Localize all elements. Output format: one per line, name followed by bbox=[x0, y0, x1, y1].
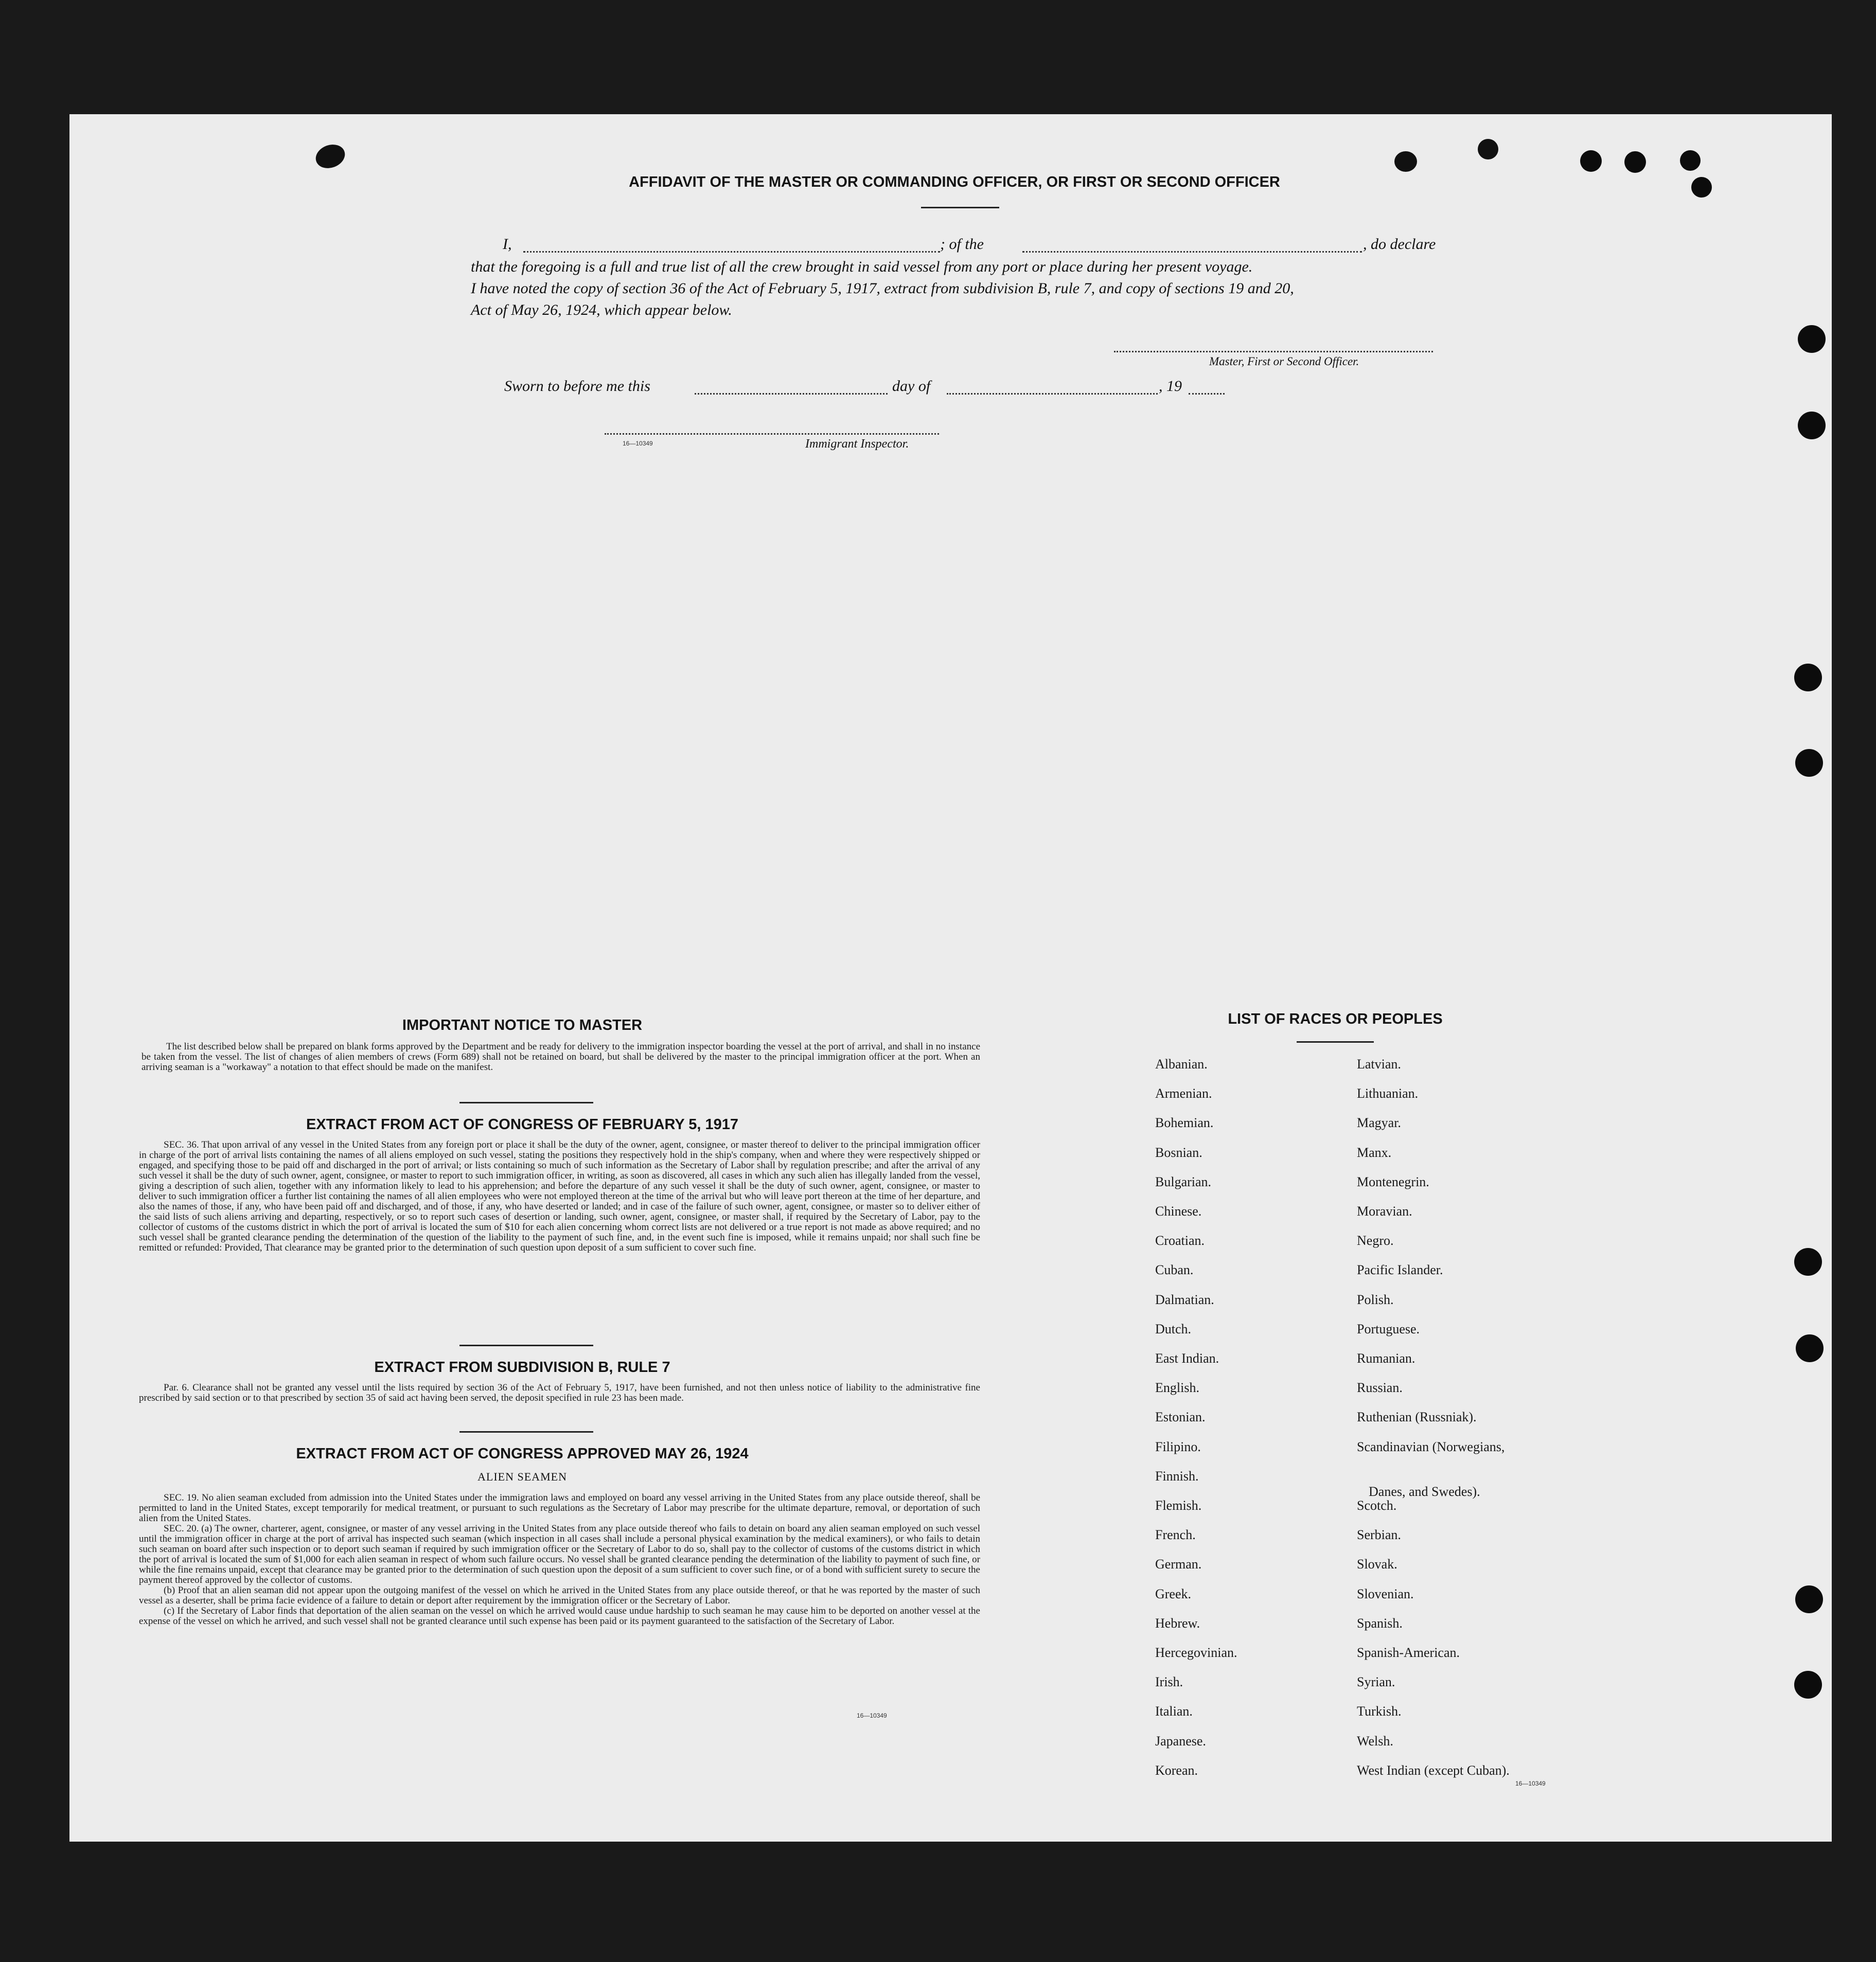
race-item: Manx. bbox=[1357, 1145, 1392, 1160]
affidavit-title: AFFIDAVIT OF THE MASTER OR COMMANDING OFFICER, OR FIRST OR SECOND OFFICER bbox=[629, 174, 1280, 190]
punch-hole bbox=[1794, 1248, 1822, 1276]
sworn-line bbox=[504, 378, 1297, 398]
race-item: Finnish. bbox=[1155, 1468, 1199, 1484]
race-item: Hercegovinian. bbox=[1155, 1645, 1237, 1660]
section-divider bbox=[459, 1345, 593, 1346]
punch-hole bbox=[1580, 150, 1602, 172]
race-item: Croatian. bbox=[1155, 1233, 1205, 1248]
sworn-year-field[interactable] bbox=[1189, 393, 1225, 395]
race-item: Montenegrin. bbox=[1357, 1174, 1429, 1189]
race-item: Korean. bbox=[1155, 1762, 1198, 1778]
affidavit-line-1 bbox=[503, 236, 1527, 256]
race-item: Syrian. bbox=[1357, 1674, 1395, 1690]
master-caption: Master, First or Second Officer. bbox=[1209, 355, 1359, 368]
punch-hole bbox=[1795, 1585, 1823, 1613]
races-title: LIST OF RACES OR PEOPLES bbox=[1228, 1011, 1443, 1027]
punch-hole bbox=[1691, 177, 1712, 198]
ink-blot bbox=[1394, 151, 1417, 172]
race-item: Bosnian. bbox=[1155, 1145, 1202, 1160]
race-item: Rumanian. bbox=[1357, 1351, 1415, 1366]
race-item: French. bbox=[1155, 1527, 1196, 1543]
of-the-label: ; of the bbox=[940, 236, 984, 253]
extract-rule7-title: EXTRACT FROM SUBDIVISION B, RULE 7 bbox=[374, 1359, 670, 1376]
title-underline bbox=[921, 207, 999, 208]
section-divider bbox=[459, 1102, 593, 1103]
form-number-right: 16—10349 bbox=[1515, 1780, 1546, 1787]
race-item: Ruthenian (Russniak). bbox=[1357, 1410, 1477, 1425]
form-number-left: 16—10349 bbox=[857, 1712, 887, 1719]
section-divider bbox=[459, 1431, 593, 1433]
race-item: Magyar. bbox=[1357, 1115, 1401, 1131]
sworn-month-field[interactable] bbox=[947, 393, 1158, 395]
punch-hole bbox=[1794, 664, 1822, 691]
punch-hole bbox=[1796, 1334, 1824, 1362]
race-item: Flemish. bbox=[1155, 1498, 1202, 1513]
day-of-label: day of bbox=[892, 378, 931, 395]
race-item: Armenian. bbox=[1155, 1086, 1212, 1101]
inspector-signature-field[interactable] bbox=[605, 433, 939, 435]
race-item: Estonian. bbox=[1155, 1410, 1206, 1425]
form-number-top: 16—10349 bbox=[623, 440, 653, 447]
race-item: Moravian. bbox=[1357, 1204, 1412, 1219]
punch-hole bbox=[1795, 749, 1823, 777]
punch-hole bbox=[1798, 325, 1826, 353]
punch-hole bbox=[1798, 412, 1826, 439]
extract-1917-title: EXTRACT FROM ACT OF CONGRESS OF FEBRUARY 5, 1917 bbox=[306, 1116, 739, 1133]
race-item: Slovak. bbox=[1357, 1557, 1397, 1572]
race-item: Serbian. bbox=[1357, 1527, 1401, 1543]
affidavit-line-4: Act of May 26, 1924, which appear below. bbox=[471, 301, 732, 318]
race-item: Cuban. bbox=[1155, 1262, 1194, 1278]
race-item: Negro. bbox=[1357, 1233, 1394, 1248]
race-item: English. bbox=[1155, 1380, 1199, 1396]
race-item: Italian. bbox=[1155, 1704, 1193, 1719]
ink-blot bbox=[1478, 139, 1498, 159]
races-title-underline bbox=[1297, 1041, 1374, 1043]
race-item: East Indian. bbox=[1155, 1351, 1219, 1366]
master-signature-field[interactable] bbox=[1114, 351, 1433, 352]
race-item: Filipino. bbox=[1155, 1439, 1201, 1454]
document-sheet bbox=[69, 114, 1832, 1842]
race-item: Irish. bbox=[1155, 1674, 1183, 1690]
extract-1924-text: SEC. 19. No alien seaman excluded from admission into the United States under the immigration laws and employed on board any vessel arriving in the United States from any place outside thereof, shall be permitted to land in the United States, except temporarily for medical treatment, or pursuant to such regulations as the Secretary of Labor may prescribe for the ultimate departure, removal, or deportation of such alien from the United States. SEC. 20. (a) The owner, charterer, agent, consignee, or master of any vessel arriving in the United States from any place outside thereof who fails to detain on board any alien seaman employed on such vessel until the immigration officer in charge at the port of arrival has inspected such seaman (which inspection in all cases shall include a personal physical examination by the medical examiners), or who fails to detain such seaman on board after such inspection or to deport such seaman if required by such immigration officer or the Secretary of Labor to do so, shall pay to the collector of customs of the customs district in which the port of arrival is located the sum of $1,000 for each alien seaman in respect of whom such failure occurs. No vessel shall be granted clearance pending the determination of the liability to payment of such fine, or while the fine remains unpaid, except that clearance may be granted prior to the determination of such question upon the deposit of a sum sufficient to cover such fine, or of a bond with sufficient surety to secure the payment thereof approved by the collector of customs. (b) Proof that an alien seaman did not appear upon the outgoing manifest of the vessel on which he arrived in the United States from any place outside thereof, or that he was reported by the master of such vessel as a deserter, shall be prima facie evidence of a failure to detain or deport after requirement by the immigration officer or the Secretary of Labor. (c) If the Secretary of Labor finds that deportation of the alien seaman on the vessel on which he arrived would cause undue hardship to such seaman he may cause him to be deported on another vessel at the expense of the vessel on which he arrived, and such vessel shall not be granted clearance until such expense has been paid or its payment guaranteed to the satisfaction of the Secretary of Labor. bbox=[139, 1492, 980, 1627]
race-item: Albanian. bbox=[1155, 1057, 1208, 1072]
sworn-day-field[interactable] bbox=[695, 393, 888, 395]
punch-hole bbox=[1680, 150, 1701, 171]
notice-title: IMPORTANT NOTICE TO MASTER bbox=[402, 1017, 643, 1033]
declarant-name-field[interactable] bbox=[523, 251, 940, 253]
race-item: Pacific Islander. bbox=[1357, 1262, 1443, 1278]
extract-1917-text: SEC. 36. That upon arrival of any vessel in the United States from any foreign port or place it shall be the duty of the owner, agent, consignee, or master thereof to deliver to the principal immigration officer in charge of the port of arrival lists containing the names of all aliens employed on such vessel, stating the positions they respectively hold in the ship's company, when and where they were respectively shipped or engaged, and specifying those to be paid off and discharged in the port of arrival; or lists containing so much of such information as the Secretary of Labor shall by regulation prescribe; and after the arrival of any such vessel it shall be the duty of such owner, agent, consignee, or master to report to such immigration officer, in writing, as soon as discovered, all cases in which any such alien has illegally landed from the vessel, giving a description of such alien, together with any information likely to lead to his apprehension; and before the departure of any such vessel it shall be the duty of such owner, agent, consignee, or master to deliver to such immigration officer a further list containing the names of all alien employees who were not employed thereon at the time of the arrival but who will leave port thereon at the time of her departure, and also the names of those, if any, who have been paid off and discharged, and of those, if any, who have deserted or landed; and in case of the failure of such owner, agent, consignee, or master so to deliver either of the said lists of such aliens arriving and departing, respectively, or so to report such cases of desertion or landing, such owner, agent, consignee, or master shall, if required by the Secretary of Labor, pay to the collector of customs of the customs district in which the port of arrival is located the sum of $10 for each alien concerning whom correct lists are not delivered or a true report is not made as above required; and no such vessel shall be granted clearance pending the determination of the question of the liability to the payment of such fine, and, in the event such fine is imposed, while it remains unpaid; nor shall such fine be remitted or refunded: Provided, That clearance may be granted prior to the determination of such question upon deposit of a sum sufficient to cover such fine. bbox=[139, 1139, 980, 1253]
race-item: Greek. bbox=[1155, 1586, 1192, 1601]
race-item: Lithuanian. bbox=[1357, 1086, 1419, 1101]
punch-hole bbox=[1624, 151, 1646, 173]
ink-blot bbox=[312, 140, 348, 172]
inspector-caption: Immigrant Inspector. bbox=[805, 437, 909, 451]
race-item: Latvian. bbox=[1357, 1057, 1401, 1072]
race-item: Portuguese. bbox=[1357, 1321, 1420, 1336]
extract-rule7-text: Par. 6. Clearance shall not be granted any vessel until the lists required by section 36 of the Act of February 5, 1917, have been furnished, and not then unless notice of liability to the administrative fine prescribed by said section or to that prescribed by section 35 of said act having been served, the deposit specified in rule 23 has been made. bbox=[139, 1382, 980, 1403]
race-item: Dutch. bbox=[1155, 1321, 1192, 1336]
declare-label: , do declare bbox=[1363, 236, 1436, 253]
race-item: Japanese. bbox=[1155, 1733, 1206, 1749]
race-item: Turkish. bbox=[1357, 1704, 1402, 1719]
race-item: Danes, and Swedes). bbox=[1369, 1484, 1480, 1499]
vessel-name-field[interactable] bbox=[1022, 251, 1362, 253]
sworn-prefix: Sworn to before me this bbox=[504, 378, 650, 395]
race-item: Bohemian. bbox=[1155, 1115, 1214, 1131]
punch-hole bbox=[1794, 1671, 1822, 1699]
race-item: Scandinavian (Norwegians, bbox=[1357, 1439, 1505, 1454]
declarant-label: I, bbox=[503, 236, 512, 253]
race-item: German. bbox=[1155, 1557, 1202, 1572]
race-item: Chinese. bbox=[1155, 1204, 1202, 1219]
race-item: Hebrew. bbox=[1155, 1615, 1200, 1631]
race-item: Slovenian. bbox=[1357, 1586, 1414, 1601]
extract-1924-title: EXTRACT FROM ACT OF CONGRESS APPROVED MAY 26, 1924 bbox=[296, 1446, 749, 1462]
notice-text: The list described below shall be prepared on blank forms approved by the Department and be ready for delivery to the immigration inspector boarding the vessel at the port of arrival, and shall in no instance be taken from the vessel. The list of changes of alien members of crews (Form 689) shall not be retained on board, but shall be delivered by the master to the principal immigration officer at the port. When an arriving seaman is a "workaway" a notation to that effect should be made on the manifest. bbox=[141, 1041, 980, 1073]
year-label: , 19 bbox=[1159, 378, 1182, 395]
race-item: West Indian (except Cuban). bbox=[1357, 1762, 1510, 1778]
alien-seamen-subtitle: ALIEN SEAMEN bbox=[477, 1470, 567, 1483]
race-item: Russian. bbox=[1357, 1380, 1403, 1396]
race-item: Bulgarian. bbox=[1155, 1174, 1212, 1189]
race-item: Scotch. bbox=[1357, 1498, 1397, 1513]
race-item: Welsh. bbox=[1357, 1733, 1393, 1749]
race-item: Dalmatian. bbox=[1155, 1292, 1214, 1307]
race-item: Polish. bbox=[1357, 1292, 1394, 1307]
race-item: Spanish-American. bbox=[1357, 1645, 1460, 1660]
affidavit-line-3: I have noted the copy of section 36 of the Act of February 5, 1917, extract from subdivision B, rule 7, and copy of sections 19 and 20, bbox=[471, 280, 1294, 297]
affidavit-line-2: that the foregoing is a full and true list of all the crew brought in said vessel from any port or place during her present voyage. bbox=[471, 258, 1253, 275]
race-item: Spanish. bbox=[1357, 1615, 1403, 1631]
